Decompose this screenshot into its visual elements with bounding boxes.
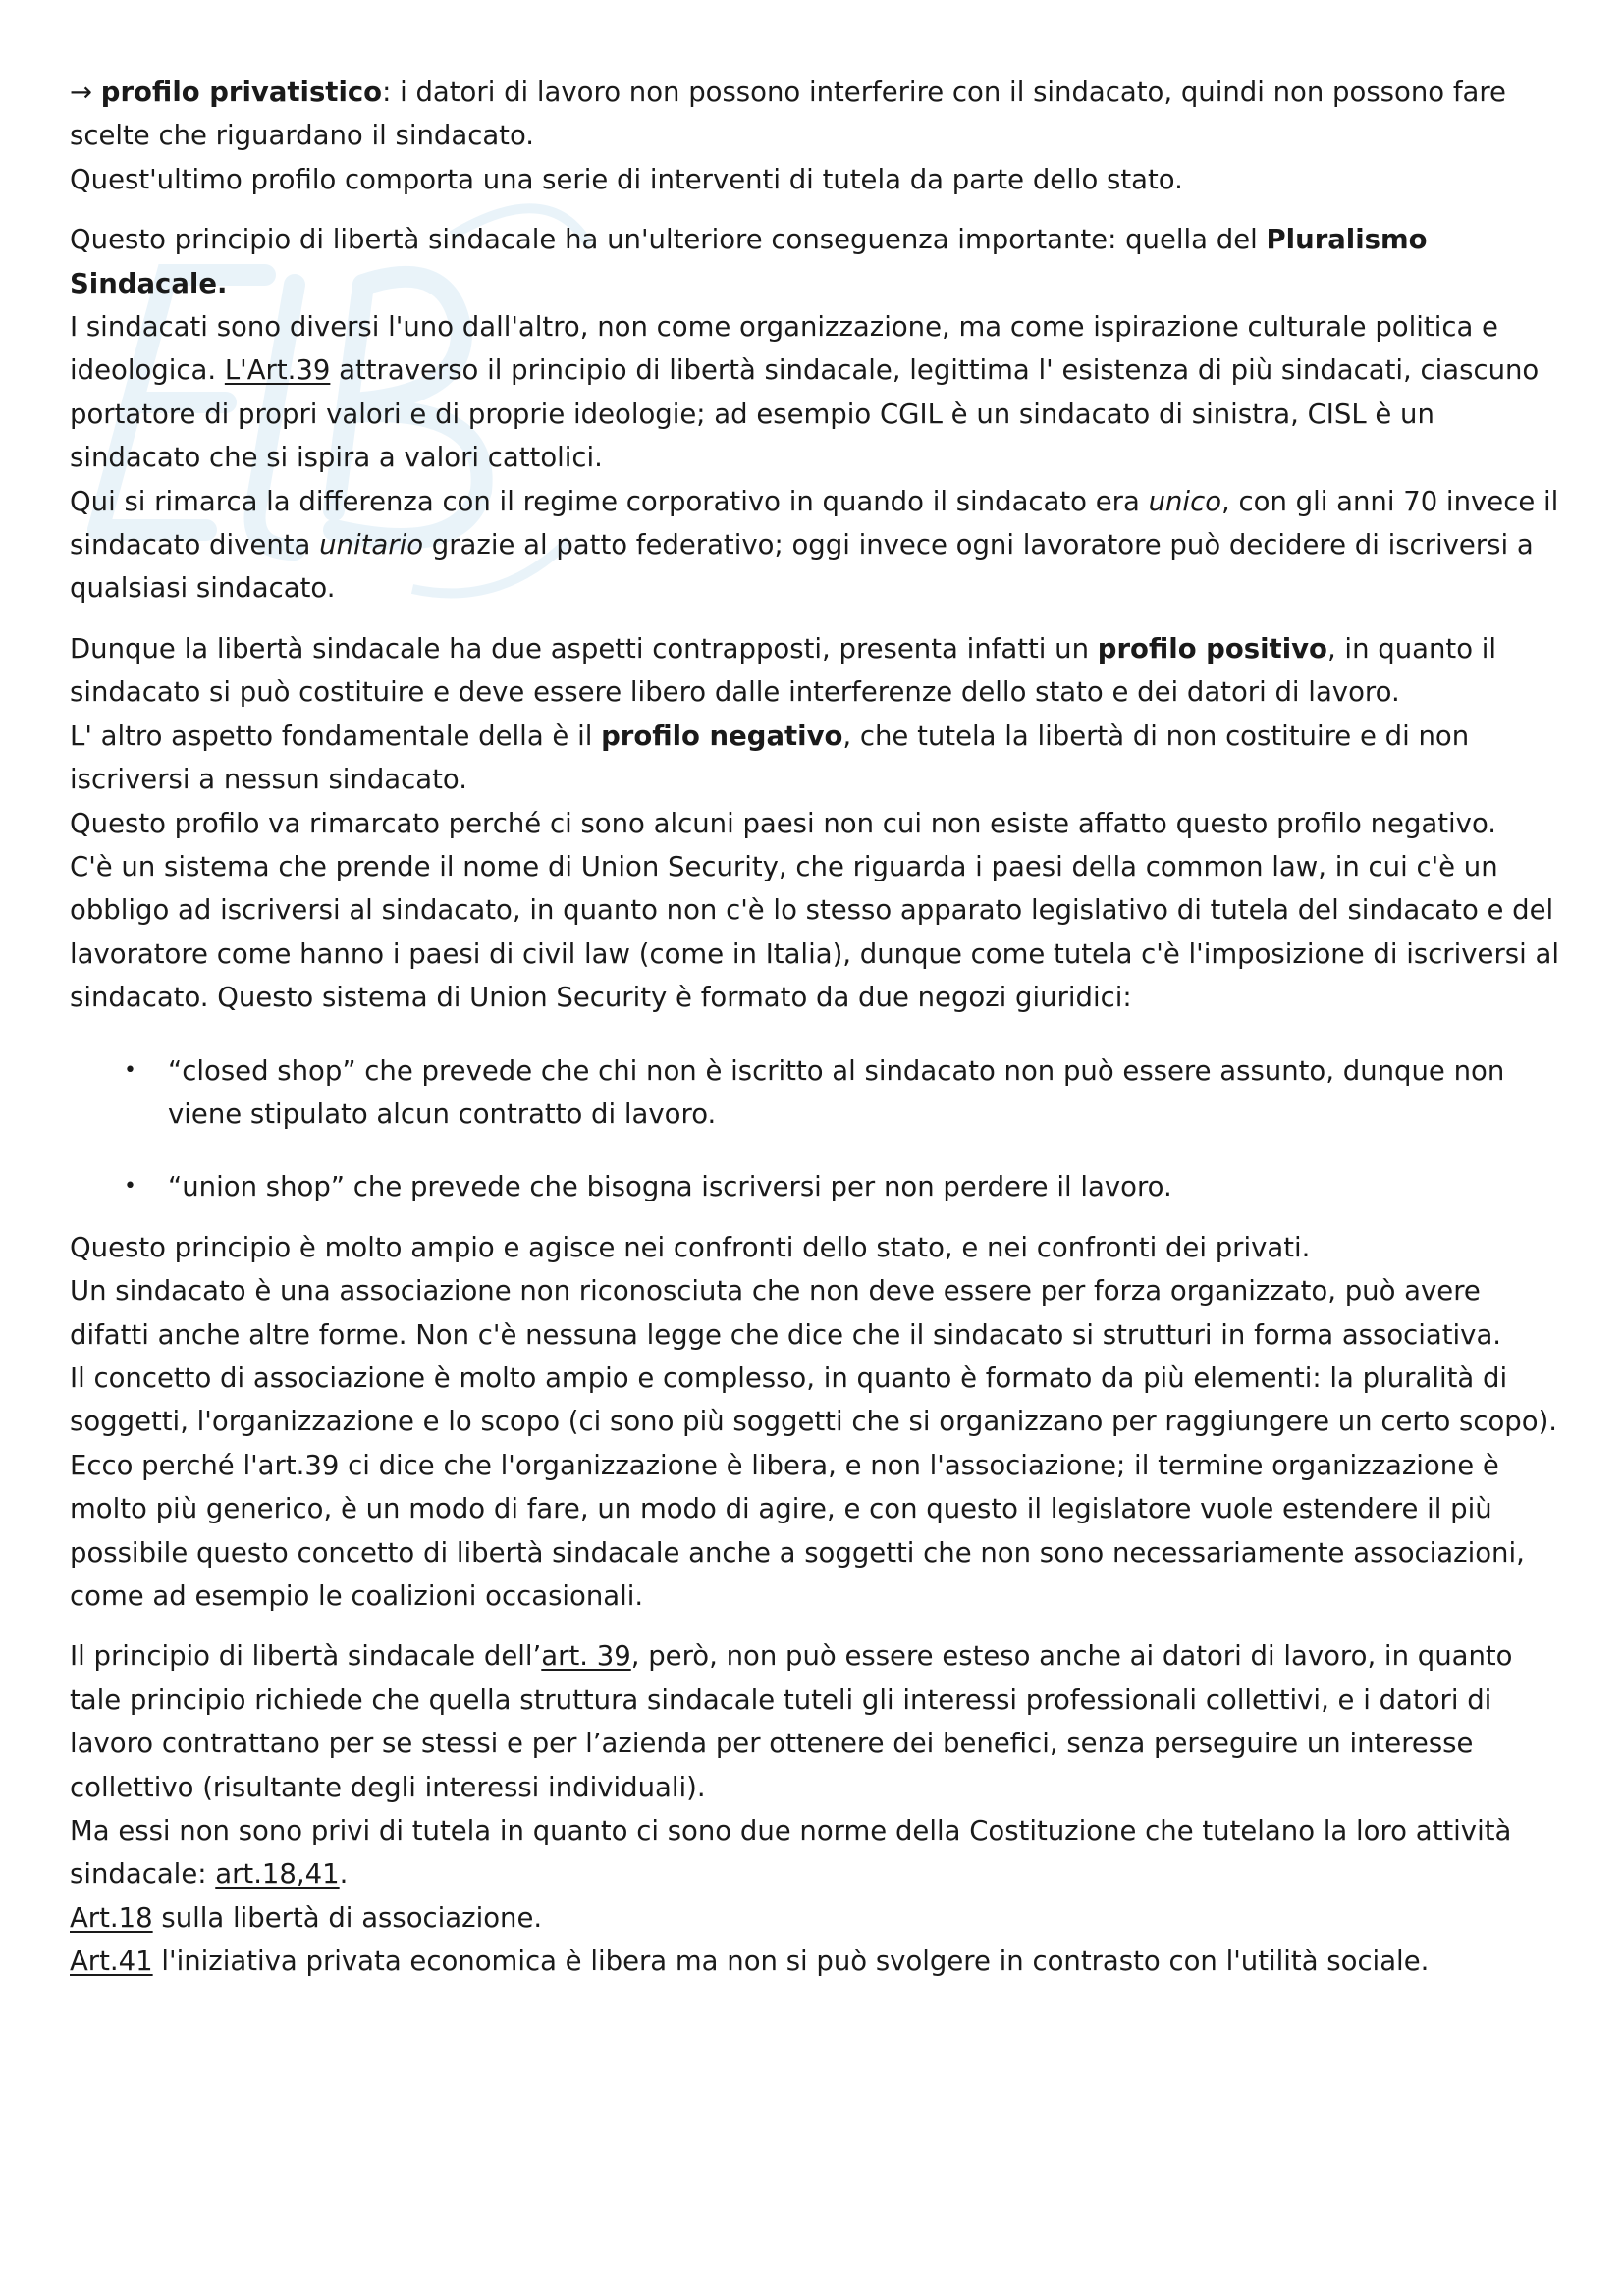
paragraph-profilo-positivo: Dunque la libertà sindacale ha due aspetti contrapposti, presenta infatti un profilo positivo, in quanto il sindacato si può costituire e deve essere libero dalle interferenze dello stato e dei datori di lavoro. — [70, 632, 1497, 709]
document-page — [70, 71, 1562, 1984]
paragraph-datori-lavoro: Il principio di libertà sindacale dell’art. 39, però, non può essere esteso anche ai datori di lavoro, in quanto tale principio richiede che quella struttura sindacale tuteli gli interessi professionali collettivi, e i datori di lavoro contrattano per se stessi e per l’azienda per ottenere dei benefici, senza perseguire un interesse collettivo (risultante degli interessi individuali). — [70, 1640, 1513, 1803]
paragraph: Quest'ultimo profilo comporta una serie di interventi di tutela da parte dello stato. — [70, 163, 1183, 195]
list-item-union-shop: • “union shop” che prevede che bisogna iscriversi per non perdere il lavoro. — [70, 1165, 1562, 1208]
link-art-41[interactable]: Art.41 — [70, 1946, 153, 1978]
paragraph: Questo principio è molto ampio e agisce nei confronti dello stato, e nei confronti dei privati. — [70, 1231, 1311, 1263]
link-art-18[interactable]: Art.18 — [70, 1901, 153, 1934]
paragraph: Questo profilo va rimarcato perché ci sono alcuni paesi non cui non esiste affatto questo profilo negativo. — [70, 807, 1497, 839]
paragraph-profilo-negativo: L' altro aspetto fondamentale della è il profilo negativo, che tutela la libertà di non costituire e di non iscriversi a nessun sindacato. — [70, 720, 1470, 796]
link-art-39[interactable]: art. 39 — [541, 1640, 631, 1673]
paragraph-costituzione: Ma essi non sono privi di tutela in quanto ci sono due norme della Costituzione che tutelano la loro attività sindacale: art.18,41. — [70, 1815, 1512, 1891]
link-art-39[interactable]: L'Art.39 — [224, 354, 331, 387]
paragraph-art-18: Art.18 sulla libertà di associazione. — [70, 1901, 543, 1934]
paragraph-art-41: Art.41 l'iniziativa privata economica è libera ma non si può svolgere in contrasto con l'utilità sociale. — [70, 1946, 1430, 1978]
bullet-list — [70, 1049, 1562, 1209]
link-art-18-41[interactable]: art.18,41 — [215, 1858, 340, 1891]
term-unitario: unitario — [319, 529, 424, 561]
term-profilo-positivo: profilo positivo — [1097, 632, 1327, 665]
paragraph-union-security: C'è un sistema che prende il nome di Union Security, che riguarda i paesi della common law, in cui c'è un obbligo ad iscriversi al sindacato, in quanto non c'è lo stesso apparato legislativo di tutela del sindacato e del lavoratore come hanno i paesi di civil law (come in Italia), dunque come tutela c'è l'imposizione di iscriversi al sindacato. Questo sistema di Union Security è formato da due negozi giuridici: — [70, 850, 1559, 1014]
list-item-closed-shop: • “closed shop” che prevede che chi non è iscritto al sindacato non può essere assunto, dunque non viene stipulato alcun contratto di lavoro. — [70, 1049, 1562, 1137]
term-pluralismo-sindacale: Pluralismo Sindacale. — [70, 224, 1428, 299]
paragraph: Ecco perché l'art.39 ci dice che l'organizzazione è libera, e non l'associazione; il termine organizzazione è molto più generico, è un modo di fare, un modo di agire, e con questo il legislatore vuole estendere il più possibile questo concetto di libertà sindacale anche a soggetti che non sono necessariamente associazioni, come ad esempio le coalizioni occasionali. — [70, 1449, 1525, 1612]
paragraph-pluralismo: Questo principio di libertà sindacale ha un'ulteriore conseguenza importante: quella del Pluralismo Sindacale. — [70, 224, 1428, 299]
paragraph-regime-corporativo: Qui si rimarca la differenza con il regime corporativo in quando il sindacato era unico, con gli anni 70 invece il sindacato diventa unitario grazie al patto federativo; oggi invece ogni lavoratore può decidere di iscriversi a qualsiasi sindacato. — [70, 485, 1559, 605]
term-profilo-negativo: profilo negativo — [601, 720, 843, 752]
paragraph-sindacati-diversi: I sindacati sono diversi l'uno dall'altro, non come organizzazione, ma come ispirazione culturale politica e ideologica. L'Art.39 attraverso il principio di libertà sindacale, legittima l' esistenza di più sindacati, ciascuno portatore di propri valori e di proprie ideologie; ad esempio CGIL è un sindacato di sinistra, CISL è un sindacato che si ispira a valori cattolici. — [70, 311, 1540, 474]
paragraph: Un sindacato è una associazione non riconosciuta che non deve essere per forza organizzato, può avere difatti anche altre forme. Non c'è nessuna legge che dice che il sindacato si strutturi in forma associativa. — [70, 1275, 1502, 1351]
paragraph-profilo-privatistico: → profilo privatistico: i datori di lavoro non possono interferire con il sindacato, quindi non possono fare scelte che riguardano il sindacato. — [70, 77, 1506, 152]
paragraph: Il concetto di associazione è molto ampio e complesso, in quanto è formato da più elementi: la pluralità di soggetti, l'organizzazione e lo scopo (ci sono più soggetti che si organizzano per raggiungere un certo scopo). — [70, 1362, 1558, 1438]
term-unico: unico — [1148, 485, 1222, 517]
term-profilo-privatistico: profilo privatistico — [100, 77, 383, 108]
